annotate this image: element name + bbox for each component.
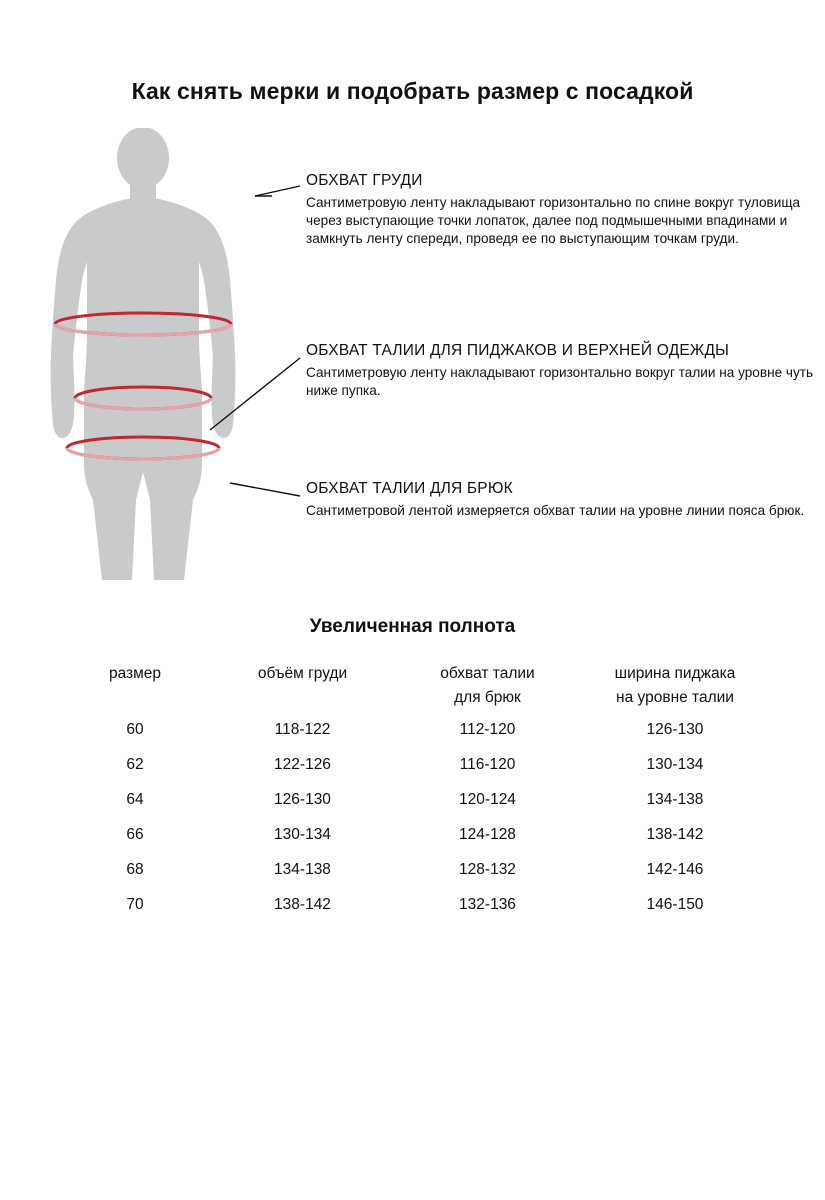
table-header-waist — [395, 660, 580, 712]
cell-size: 68 — [126, 860, 144, 878]
table-header-size-main: размер — [108, 665, 162, 682]
cell-waist: 128-132 — [459, 860, 516, 878]
callout-jacket-waist-heading: ОБХВАТ ТАЛИИ ДЛЯ ПИДЖАКОВ И ВЕРХНЕЙ ОДЕЖДЫ — [306, 342, 730, 359]
cell-jacket-width: 146-150 — [646, 895, 704, 913]
cell-chest: 134-138 — [274, 860, 331, 878]
cell-chest: 138-142 — [274, 895, 331, 913]
table-header-chest — [210, 660, 395, 712]
callout-trouser-waist-heading: ОБХВАТ ТАЛИИ ДЛЯ БРЮК — [306, 480, 513, 497]
callout-jacket-waist-text: Сантиметровую ленту накладывают горизонтально вокруг талии на уровне чуть ниже пупка. — [306, 365, 814, 399]
table-row — [60, 887, 770, 922]
page-title: Как снять мерки и подобрать размер с посадкой — [131, 78, 694, 104]
table-header-waist-main: обхват талии — [440, 665, 535, 682]
cell-jacket-width: 130-134 — [646, 755, 704, 773]
cell-jacket-width: 126-130 — [646, 720, 704, 738]
body-figure — [30, 128, 280, 608]
cell-chest: 122-126 — [274, 755, 331, 773]
table-row — [60, 747, 770, 782]
callout-chest-heading: ОБХВАТ ГРУДИ — [306, 172, 423, 189]
cell-jacket-width: 142-146 — [646, 860, 704, 878]
cell-size: 60 — [126, 720, 144, 738]
cell-chest: 130-134 — [274, 825, 331, 843]
table-row — [60, 852, 770, 887]
table-header-chest-main: объём груди — [257, 665, 348, 682]
cell-waist: 132-136 — [459, 895, 516, 913]
body-silhouette — [51, 128, 236, 580]
table-header-waist-sub: для брюк — [454, 689, 521, 707]
table-header-size — [60, 660, 210, 712]
callout-trouser-waist — [306, 480, 806, 520]
cell-size: 62 — [126, 755, 144, 773]
callout-chest-text: Сантиметровую ленту накладывают горизонтально по спине вокруг туловища через выступающие точки лопаток, далее под подмышечными впадинами и замкнуть ленту спереди, проведя ее по выступающим точкам груди. — [306, 195, 801, 247]
cell-waist: 112-120 — [459, 720, 516, 738]
cell-waist: 124-128 — [459, 825, 516, 843]
callout-chest — [306, 172, 806, 248]
cell-jacket-width: 134-138 — [646, 790, 704, 808]
size-table — [60, 660, 770, 922]
cell-chest: 118-122 — [274, 720, 331, 738]
callout-trouser-waist-text: Сантиметровой лентой измеряется обхват талии на уровне линии пояса брюк. — [306, 503, 805, 518]
table-header-jacket-width-sub: на уровне талии — [616, 689, 734, 707]
cell-size: 70 — [126, 895, 144, 913]
cell-waist: 120-124 — [459, 790, 516, 808]
table-row — [60, 712, 770, 747]
table-row — [60, 782, 770, 817]
table-header-row — [60, 660, 770, 712]
cell-size: 64 — [126, 790, 144, 808]
table-header-jacket-width — [580, 660, 770, 712]
table-row — [60, 817, 770, 852]
table-caption: Увеличенная полнота — [309, 616, 516, 637]
callout-jacket-waist — [306, 342, 816, 400]
cell-chest: 126-130 — [274, 790, 331, 808]
cell-size: 66 — [126, 825, 144, 843]
cell-jacket-width: 138-142 — [646, 825, 704, 843]
cell-waist: 116-120 — [459, 755, 516, 773]
table-header-jacket-width-main: ширина пиджака — [614, 665, 736, 682]
